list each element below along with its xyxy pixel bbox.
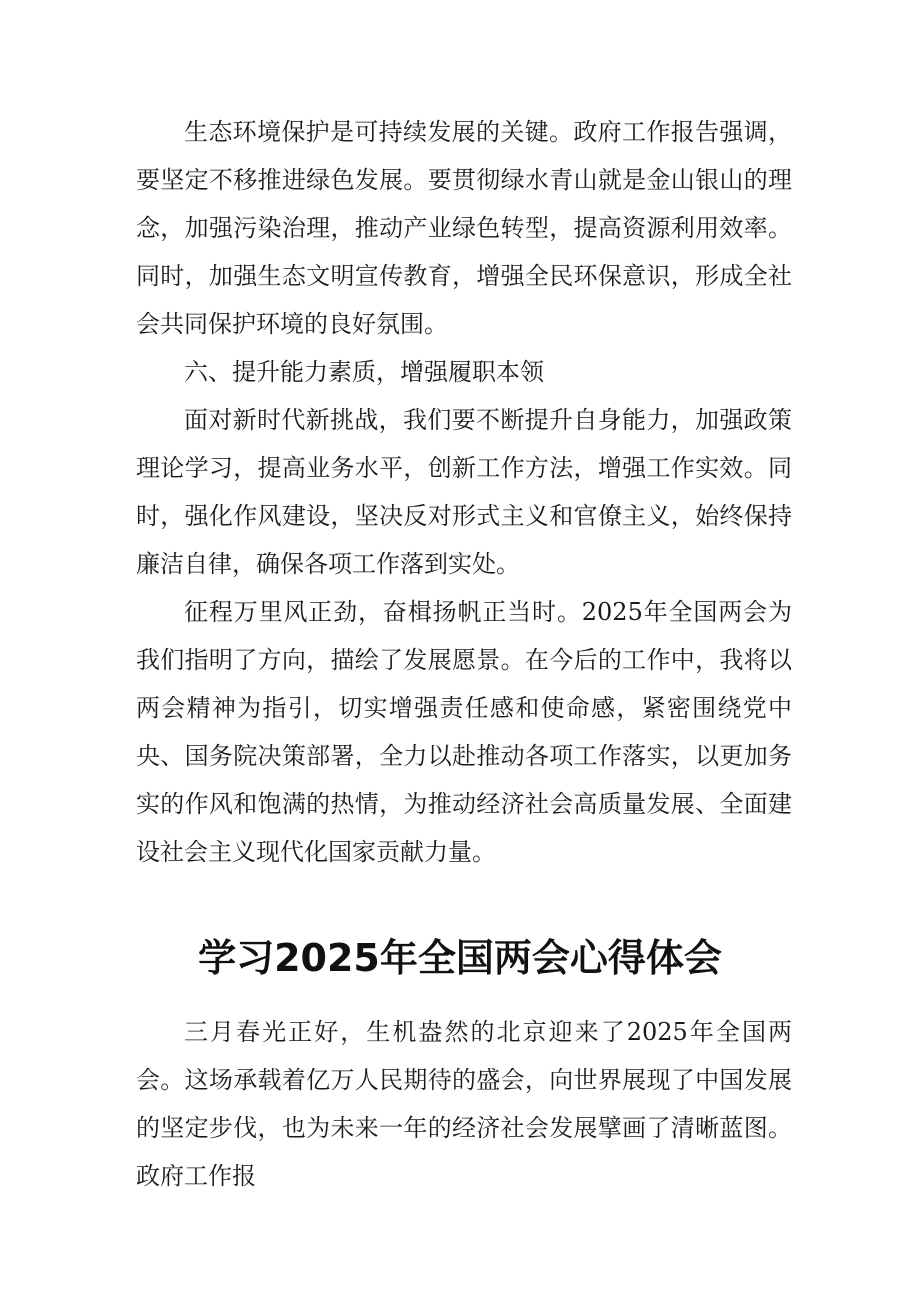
paragraph-ability: 面对新时代新挑战，我们要不断提升自身能力，加强政策理论学习，提高业务水平，创新工作方法，增强工作实效。同时，强化作风建设，坚决反对形式主义和官僚主义，始终保持廉洁自律，确保各项工作落到实处。 (136, 406, 792, 578)
paragraph-conclusion: 征程万里风正劲，奋楫扬帆正当时。2025年全国两会为我们指明了方向，描绘了发展愿景。在今后的工作中，我将以两会精神为指引，切实增强责任感和使命感，紧密围绕党中央、国务院决策部署，全力以赴推动各项工作落实，以更加务实的作风和饱满的热情，为推动经济社会高质量发展、全面建设社会主义现代化国家贡献力量。 (136, 598, 792, 866)
article-title: 学习2025年全国两会心得体会 (198, 936, 722, 980)
continued-section (136, 108, 792, 876)
paragraph-ecology: 生态环境保护是可持续发展的关键。政府工作报告强调，要坚定不移推进绿色发展。要贯彻绿水青山就是金山银山的理念，加强污染治理，推动产业绿色转型，提高资源利用效率。同时，加强生态文明宣传教育，增强全民环保意识，形成全社会共同保护环境的良好氛围。 (136, 118, 792, 338)
paragraph-intro: 三月春光正好，生机盎然的北京迎来了2025年全国两会。这场承载着亿万人民期待的盛会，向世界展现了中国发展的坚定步伐，也为未来一年的经济社会发展擘画了清晰蓝图。政府工作报 (136, 1018, 792, 1190)
section-heading-six: 六、提升能力素质，增强履职本领 (184, 358, 544, 386)
new-article-body (136, 1008, 792, 1200)
